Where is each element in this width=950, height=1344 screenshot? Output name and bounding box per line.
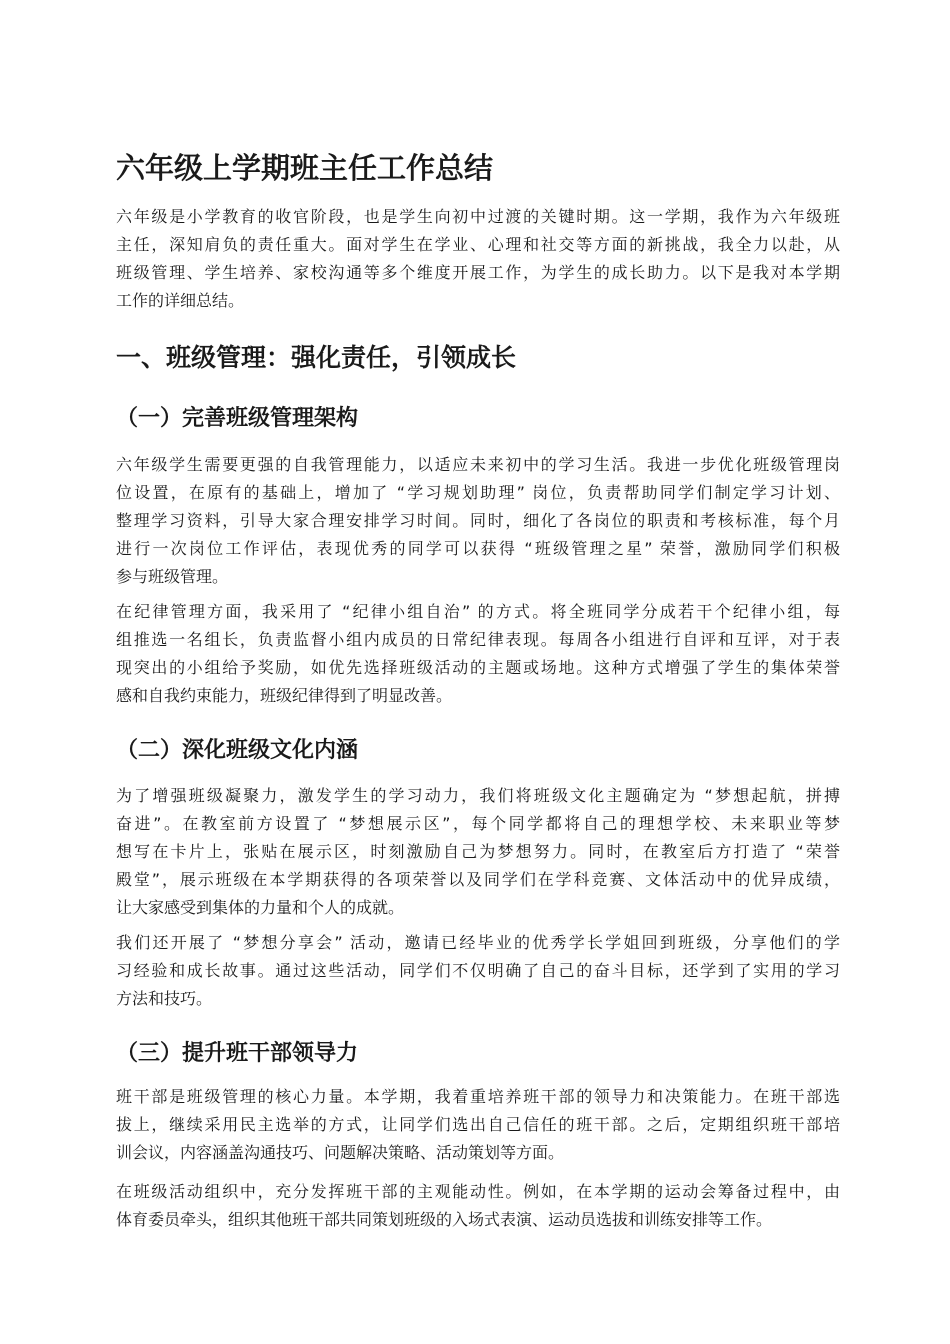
text-line: 进行一次岗位工作评估，表现优秀的同学可以获得 “班级管理之星” 荣誉，激励同学们积极 bbox=[116, 539, 840, 558]
text-line: 拔上，继续采用民主选举的方式，让同学们选出自己信任的班干部。之后，定期组织班干部培 bbox=[116, 1115, 840, 1134]
document-title: 六年级上学期班主任工作总结 bbox=[116, 151, 494, 185]
text-line: 组推选一名组长，负责监督小组内成员的日常纪律表现。每周各小组进行自评和互评，对于表 bbox=[116, 630, 840, 649]
section-heading: 一、班级管理：强化责任，引领成长 bbox=[116, 343, 517, 372]
text-line: 位设置，在原有的基础上，增加了 “学习规划助理” 岗位，负责帮助同学们制定学习计划、 bbox=[116, 483, 840, 502]
text-line: 为了增强班级凝聚力，激发学生的学习动力，我们将班级文化主题确定为 “梦想起航，拼搏 bbox=[116, 786, 840, 805]
text-line: 想写在卡片上，张贴在展示区，时刻激励自己为梦想努力。同时，在教室后方打造了 “荣誉 bbox=[116, 842, 840, 861]
text-line: 六年级学生需要更强的自我管理能力，以适应未来初中的学习生活。我进一步优化班级管理岗 bbox=[116, 455, 840, 474]
body-paragraph bbox=[116, 1083, 840, 1167]
subsection-heading: （三）提升班干部领导力 bbox=[116, 1041, 359, 1066]
body-paragraph bbox=[116, 451, 840, 591]
text-line: 整理学习资料，引导大家合理安排学习时间。同时，细化了各岗位的职责和考核标准，每个月 bbox=[116, 511, 840, 530]
text-line: 习经验和成长故事。通过这些活动，同学们不仅明确了自己的奋斗目标，还学到了实用的学习 bbox=[116, 961, 840, 980]
text-line: 班干部是班级管理的核心力量。本学期，我着重培养班干部的领导力和决策能力。在班干部选 bbox=[116, 1087, 840, 1106]
body-paragraph bbox=[116, 782, 840, 922]
text-line: 体育委员牵头，组织其他班干部共同策划班级的入场式表演、运动员选拔和训练安排等工作。 bbox=[116, 1210, 773, 1229]
text-line: 班级管理、学生培养、家校沟通等多个维度开展工作，为学生的成长助力。以下是我对本学期 bbox=[116, 263, 840, 282]
text-line: 奋进”。在教室前方设置了 “梦想展示区”，每个同学都将自己的理想学校、未来职业等梦 bbox=[116, 814, 840, 833]
text-line: 工作的详细总结。 bbox=[116, 291, 245, 310]
text-line: 殿堂”，展示班级在本学期获得的各项荣誉以及同学们在学科竞赛、文体活动中的优异成绩， bbox=[116, 870, 840, 889]
subsection-heading: （二）深化班级文化内涵 bbox=[116, 738, 359, 763]
text-line: 方法和技巧。 bbox=[116, 989, 213, 1008]
body-paragraph bbox=[116, 1178, 840, 1234]
body-paragraph bbox=[116, 598, 840, 710]
text-line: 在班级活动组织中，充分发挥班干部的主观能动性。例如，在本学期的运动会筹备过程中，由 bbox=[116, 1182, 840, 1201]
intro-paragraph bbox=[116, 203, 840, 315]
text-line: 我们还开展了 “梦想分享会” 活动，邀请已经毕业的优秀学长学姐回到班级，分享他们的学 bbox=[116, 933, 840, 952]
text-line: 让大家感受到集体的力量和个人的成就。 bbox=[116, 898, 405, 917]
text-line: 感和自我约束能力，班级纪律得到了明显改善。 bbox=[116, 686, 453, 705]
text-line: 六年级是小学教育的收官阶段，也是学生向初中过渡的关键时期。这一学期，我作为六年级班 bbox=[116, 207, 840, 226]
text-line: 训会议，内容涵盖沟通技巧、问题解决策略、活动策划等方面。 bbox=[116, 1143, 565, 1162]
subsection-heading: （一）完善班级管理架构 bbox=[116, 406, 359, 431]
body-paragraph bbox=[116, 929, 840, 1013]
text-line: 在纪律管理方面，我采用了 “纪律小组自治” 的方式。将全班同学分成若干个纪律小组，每 bbox=[116, 602, 840, 621]
text-line: 现突出的小组给予奖励，如优先选择班级活动的主题或场地。这种方式增强了学生的集体荣誉 bbox=[116, 658, 840, 677]
text-line: 主任，深知肩负的责任重大。面对学生在学业、心理和社交等方面的新挑战，我全力以赴，从 bbox=[116, 235, 840, 254]
text-line: 参与班级管理。 bbox=[116, 567, 229, 586]
